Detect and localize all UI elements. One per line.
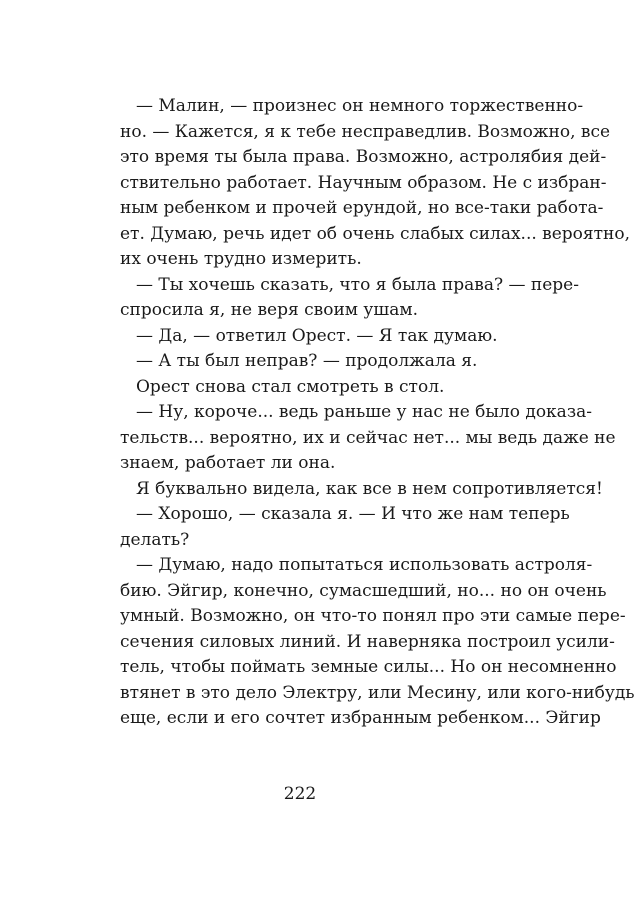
text-line: — Ну, короче... ведь раньше у нас не было доказа- <box>136 402 592 422</box>
text-line: — Ты хочешь сказать, что я была права? — пере- <box>136 274 579 295</box>
text-line: умный. Возможно, он что-то понял про эти самые пере- <box>120 606 626 626</box>
text-line: ным ребенком и прочей ерундой, но все-таки работа- <box>120 198 604 218</box>
text-line: спросила я, не веря своим ушам. <box>120 300 418 320</box>
text-line: знаем, работает ли она. <box>120 453 336 473</box>
text-line: — Думаю, надо попытаться использовать астроля- <box>136 555 593 575</box>
text-line: — Малин, — произнес он немного торжественно- <box>136 96 584 116</box>
page-number: 222 <box>283 784 317 804</box>
text-line: их очень трудно измерить. <box>120 249 362 269</box>
text-line: еще, если и его сочтет избранным ребенком... Эйгир <box>120 708 601 728</box>
text-line: это время ты была права. Возможно, астролябия дей- <box>120 147 607 167</box>
text-line: сечения силовых линий. И наверняка построил усили- <box>120 631 615 652</box>
text-line: ствительно работает. Научным образом. Не с избран- <box>120 172 607 193</box>
text-line: — Да, — ответил Орест. — Я так думаю. <box>136 325 498 346</box>
text-line: Я буквально видела, как все в нем сопротивляется! <box>136 478 603 499</box>
text-line: но. — Кажется, я к тебе несправедлив. Возможно, все <box>120 121 611 142</box>
text-line: делать? <box>120 529 190 550</box>
text-line: — А ты был неправ? — продолжала я. <box>136 351 478 371</box>
text-line: — Хорошо, — сказала я. — И что же нам теперь <box>136 504 570 524</box>
text-line: ет. Думаю, речь идет об очень слабых силах... вероятно, <box>120 223 631 244</box>
text-line: втянет в это дело Электру, или Месину, или кого-нибудь <box>120 682 635 703</box>
text-line: Орест снова стал смотреть в стол. <box>136 376 445 397</box>
text-line: тельств... вероятно, их и сейчас нет... мы ведь даже не <box>120 427 616 448</box>
body-text <box>120 94 635 732</box>
text-line: бию. Эйгир, конечно, сумасшедший, но... но он очень <box>120 580 607 601</box>
text-line: тель, чтобы поймать земные силы... Но он несомненно <box>120 657 617 677</box>
